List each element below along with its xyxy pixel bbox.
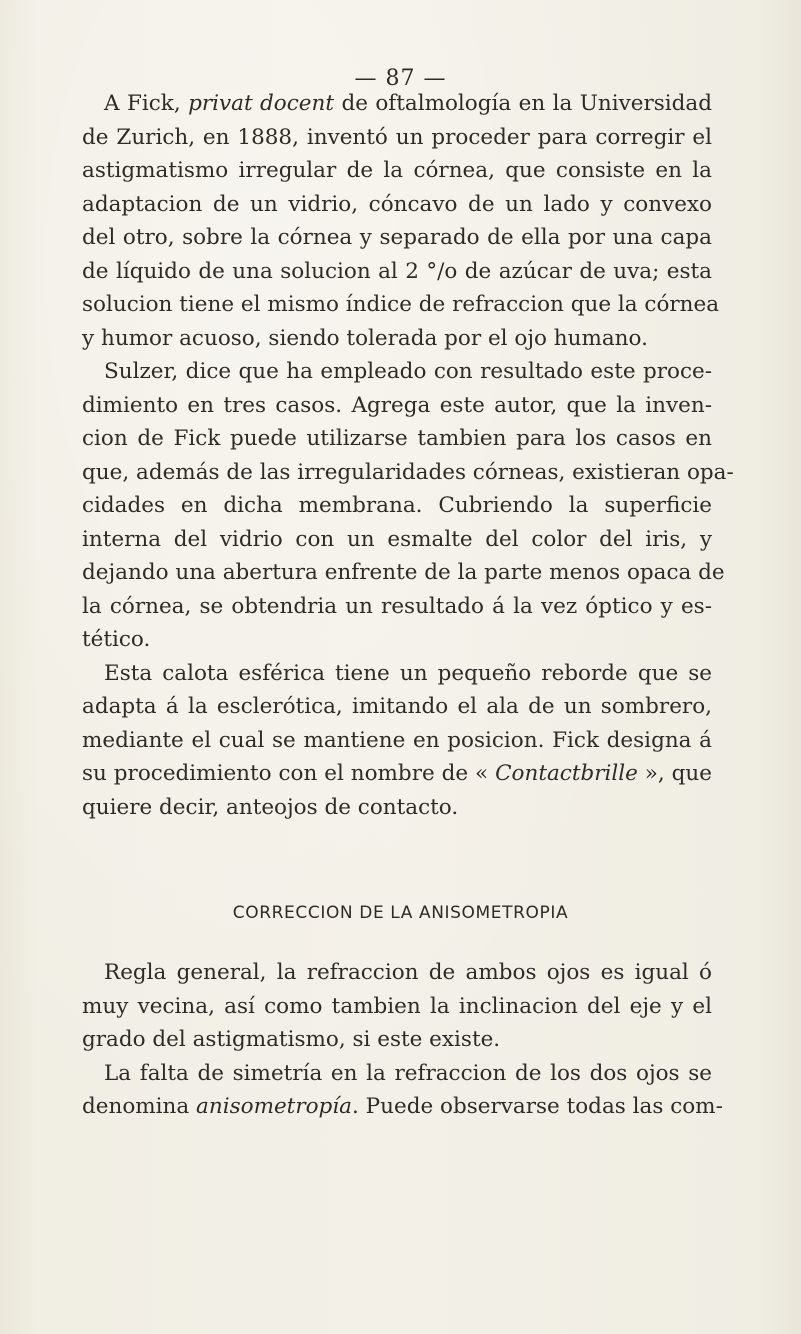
- body-text-top: [82, 87, 734, 824]
- text-line: [82, 1090, 723, 1124]
- text-line: del otro, sobre la córnea y separado de ella por una capa: [82, 225, 712, 250]
- text-line: La falta de simetría en la refraccion de los dos ojos se: [104, 1060, 712, 1086]
- text-line: de líquido de una solucion al 2 °/o de azúcar de uva; esta: [82, 258, 712, 284]
- text-span: . Puede observarse todas las com-: [352, 1094, 723, 1119]
- text-line: cion de Fick puede utilizarse tambien para los casos en: [82, 426, 712, 451]
- section-heading: CORRECCION DE LA ANISOMETROPIA: [232, 903, 569, 923]
- text-span: A Fick,: [104, 91, 189, 116]
- italic-term: anisometropía: [196, 1094, 352, 1119]
- text-line: adapta á la esclerótica, imitando el ala de un sombrero,: [82, 694, 712, 719]
- text-line: dimiento en tres casos. Agrega este autor, que la inven-: [82, 392, 712, 418]
- italic-term: privat docent: [188, 91, 335, 116]
- page-number: — 87 —: [354, 66, 447, 91]
- text-line: Sulzer, dice que ha empleado con resultado este proce-: [104, 359, 712, 384]
- text-span: denomina: [82, 1094, 197, 1119]
- text-line: Esta calota esférica tiene un pequeño reborde que se: [104, 660, 712, 686]
- text-line: tético.: [82, 627, 151, 652]
- text-line: de Zurich, en 1888, inventó un proceder para corregir el: [82, 124, 712, 150]
- text-line: cidades en dicha membrana. Cubriendo la superficie: [82, 493, 712, 518]
- text-line: mediante el cual se mantiene en posicion. Fick designa á: [82, 727, 712, 753]
- text-line: [82, 87, 712, 121]
- text-line: solucion tiene el mismo índice de refraccion que la córnea: [82, 292, 720, 317]
- text-line: y humor acuoso, siendo tolerada por el ojo humano.: [82, 325, 648, 351]
- text-line: [82, 757, 712, 791]
- text-line: muy vecina, así como tambien la inclinacion del eje y el: [82, 993, 712, 1019]
- text-span: », que: [637, 761, 712, 786]
- text-line: adaptacion de un vidrio, cóncavo de un lado y convexo: [82, 191, 712, 217]
- text-span: su procedimiento con el nombre de «: [82, 761, 496, 786]
- text-line: interna del vidrio con un esmalte del color del iris, y: [82, 526, 712, 552]
- italic-term: Contactbrille: [495, 761, 638, 786]
- body-text-bottom: [82, 956, 723, 1124]
- text-line: grado del astigmatismo, si este existe.: [82, 1027, 501, 1052]
- text-line: la córnea, se obtendria un resultado á la vez óptico y es-: [82, 593, 712, 619]
- text-line: quiere decir, anteojos de contacto.: [82, 794, 459, 820]
- text-line: astigmatismo irregular de la córnea, que consiste en la: [82, 158, 712, 183]
- text-line: Regla general, la refraccion de ambos ojos es igual ó: [104, 960, 712, 985]
- text-line: dejando una abertura enfrente de la parte menos opaca de: [82, 560, 725, 585]
- text-line: que, además de las irregularidades córneas, existieran opa-: [82, 459, 734, 485]
- text-span: de oftalmología en la Universidad: [334, 91, 712, 116]
